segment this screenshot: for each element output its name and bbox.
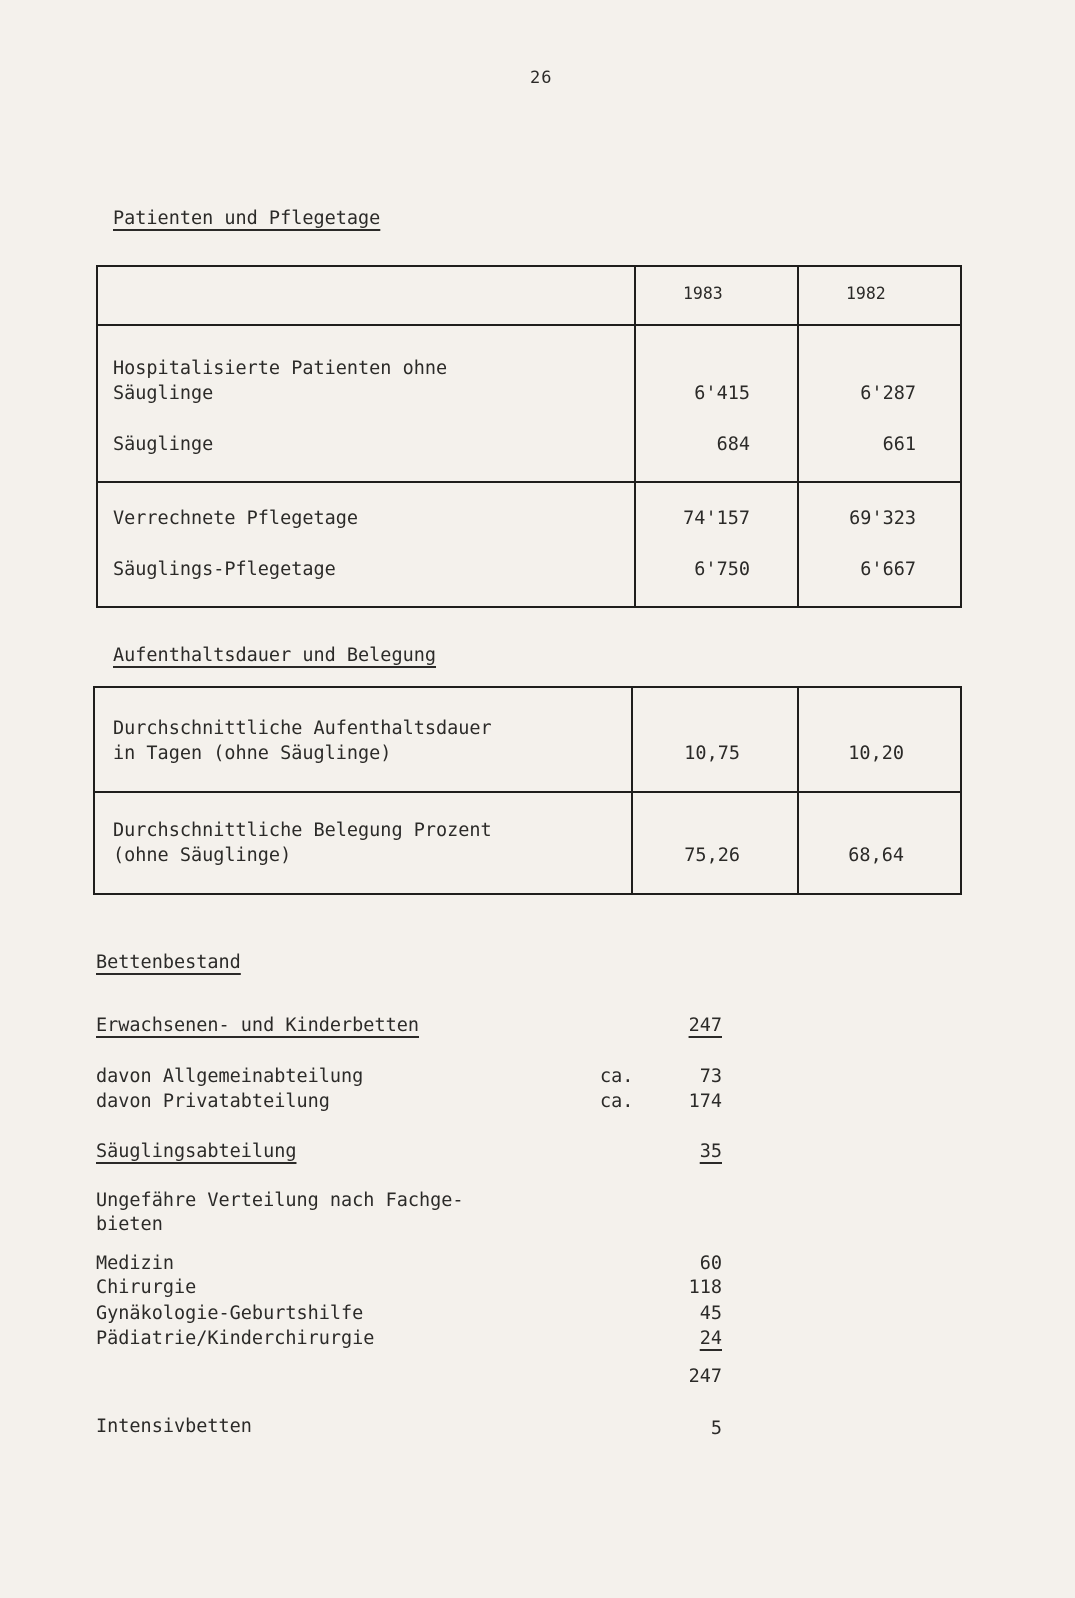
specialties-total: 247 xyxy=(688,1366,722,1387)
row-label: Verrechnete Pflegetage xyxy=(113,508,359,529)
row-label: Durchschnittliche Aufenthaltsdauer xyxy=(113,718,492,739)
cell-value: 684 xyxy=(716,434,750,455)
row-label: Säuglinge xyxy=(113,434,214,455)
approx-label: ca. xyxy=(600,1091,634,1112)
specialty-label: Pädiatrie/Kinderchirurgie xyxy=(96,1328,375,1349)
general-ward-label: davon Allgemeinabteilung xyxy=(96,1066,364,1087)
row-label: Säuglinge xyxy=(113,383,214,404)
specialty-value: 118 xyxy=(688,1277,722,1298)
approx-label: ca. xyxy=(600,1066,634,1087)
section-heading-beds: Bettenbestand xyxy=(96,952,241,973)
general-ward-value: 73 xyxy=(699,1066,722,1087)
cell-value: 68,64 xyxy=(848,845,904,866)
table-divider xyxy=(93,791,962,793)
cell-value: 6'415 xyxy=(694,383,750,404)
cell-value: 6'750 xyxy=(694,559,750,580)
specialty-label: Medizin xyxy=(96,1253,174,1274)
distribution-label: bieten xyxy=(96,1214,163,1235)
specialty-value: 60 xyxy=(699,1253,722,1274)
intensive-beds-value: 5 xyxy=(710,1418,722,1439)
section-heading-patients: Patienten und Pflegetage xyxy=(113,208,381,229)
cell-value: 10,20 xyxy=(848,743,904,764)
cell-value: 74'157 xyxy=(683,508,750,529)
infant-ward-label: Säuglingsabteilung xyxy=(96,1141,297,1162)
page-number: 26 xyxy=(530,68,553,88)
row-label: Hospitalisierte Patienten ohne xyxy=(113,358,448,379)
row-label: Säuglings-Pflegetage xyxy=(113,559,336,580)
section-heading-stay: Aufenthaltsdauer und Belegung xyxy=(113,645,437,666)
cell-value: 10,75 xyxy=(684,743,740,764)
specialty-value: 45 xyxy=(699,1303,722,1324)
table-divider xyxy=(797,265,799,608)
row-label: in Tagen (ohne Säuglinge) xyxy=(113,743,392,764)
cell-value: 661 xyxy=(882,434,916,455)
infant-ward-value: 35 xyxy=(699,1141,722,1162)
cell-value: 75,26 xyxy=(684,845,740,866)
table-divider xyxy=(96,481,962,483)
row-label: Durchschnittliche Belegung Prozent xyxy=(113,820,492,841)
specialty-label: Gynäkologie-Geburtshilfe xyxy=(96,1303,364,1324)
cell-value: 69'323 xyxy=(849,508,916,529)
specialty-value: 24 xyxy=(699,1328,722,1349)
row-label: (ohne Säuglinge) xyxy=(113,845,292,866)
adult-beds-label: Erwachsenen- und Kinderbetten xyxy=(96,1015,420,1036)
specialty-label: Chirurgie xyxy=(96,1277,197,1298)
table-divider xyxy=(634,265,636,608)
adult-beds-value: 247 xyxy=(688,1015,722,1036)
private-ward-label: davon Privatabteilung xyxy=(96,1091,330,1112)
private-ward-value: 174 xyxy=(688,1091,722,1112)
cell-value: 6'287 xyxy=(860,383,916,404)
column-header-1983: 1983 xyxy=(683,284,723,303)
table-divider xyxy=(96,324,962,326)
cell-value: 6'667 xyxy=(860,559,916,580)
intensive-beds-label: Intensivbetten xyxy=(96,1416,252,1437)
distribution-label: Ungefähre Verteilung nach Fachge- xyxy=(96,1190,464,1211)
column-header-1982: 1982 xyxy=(846,284,886,303)
